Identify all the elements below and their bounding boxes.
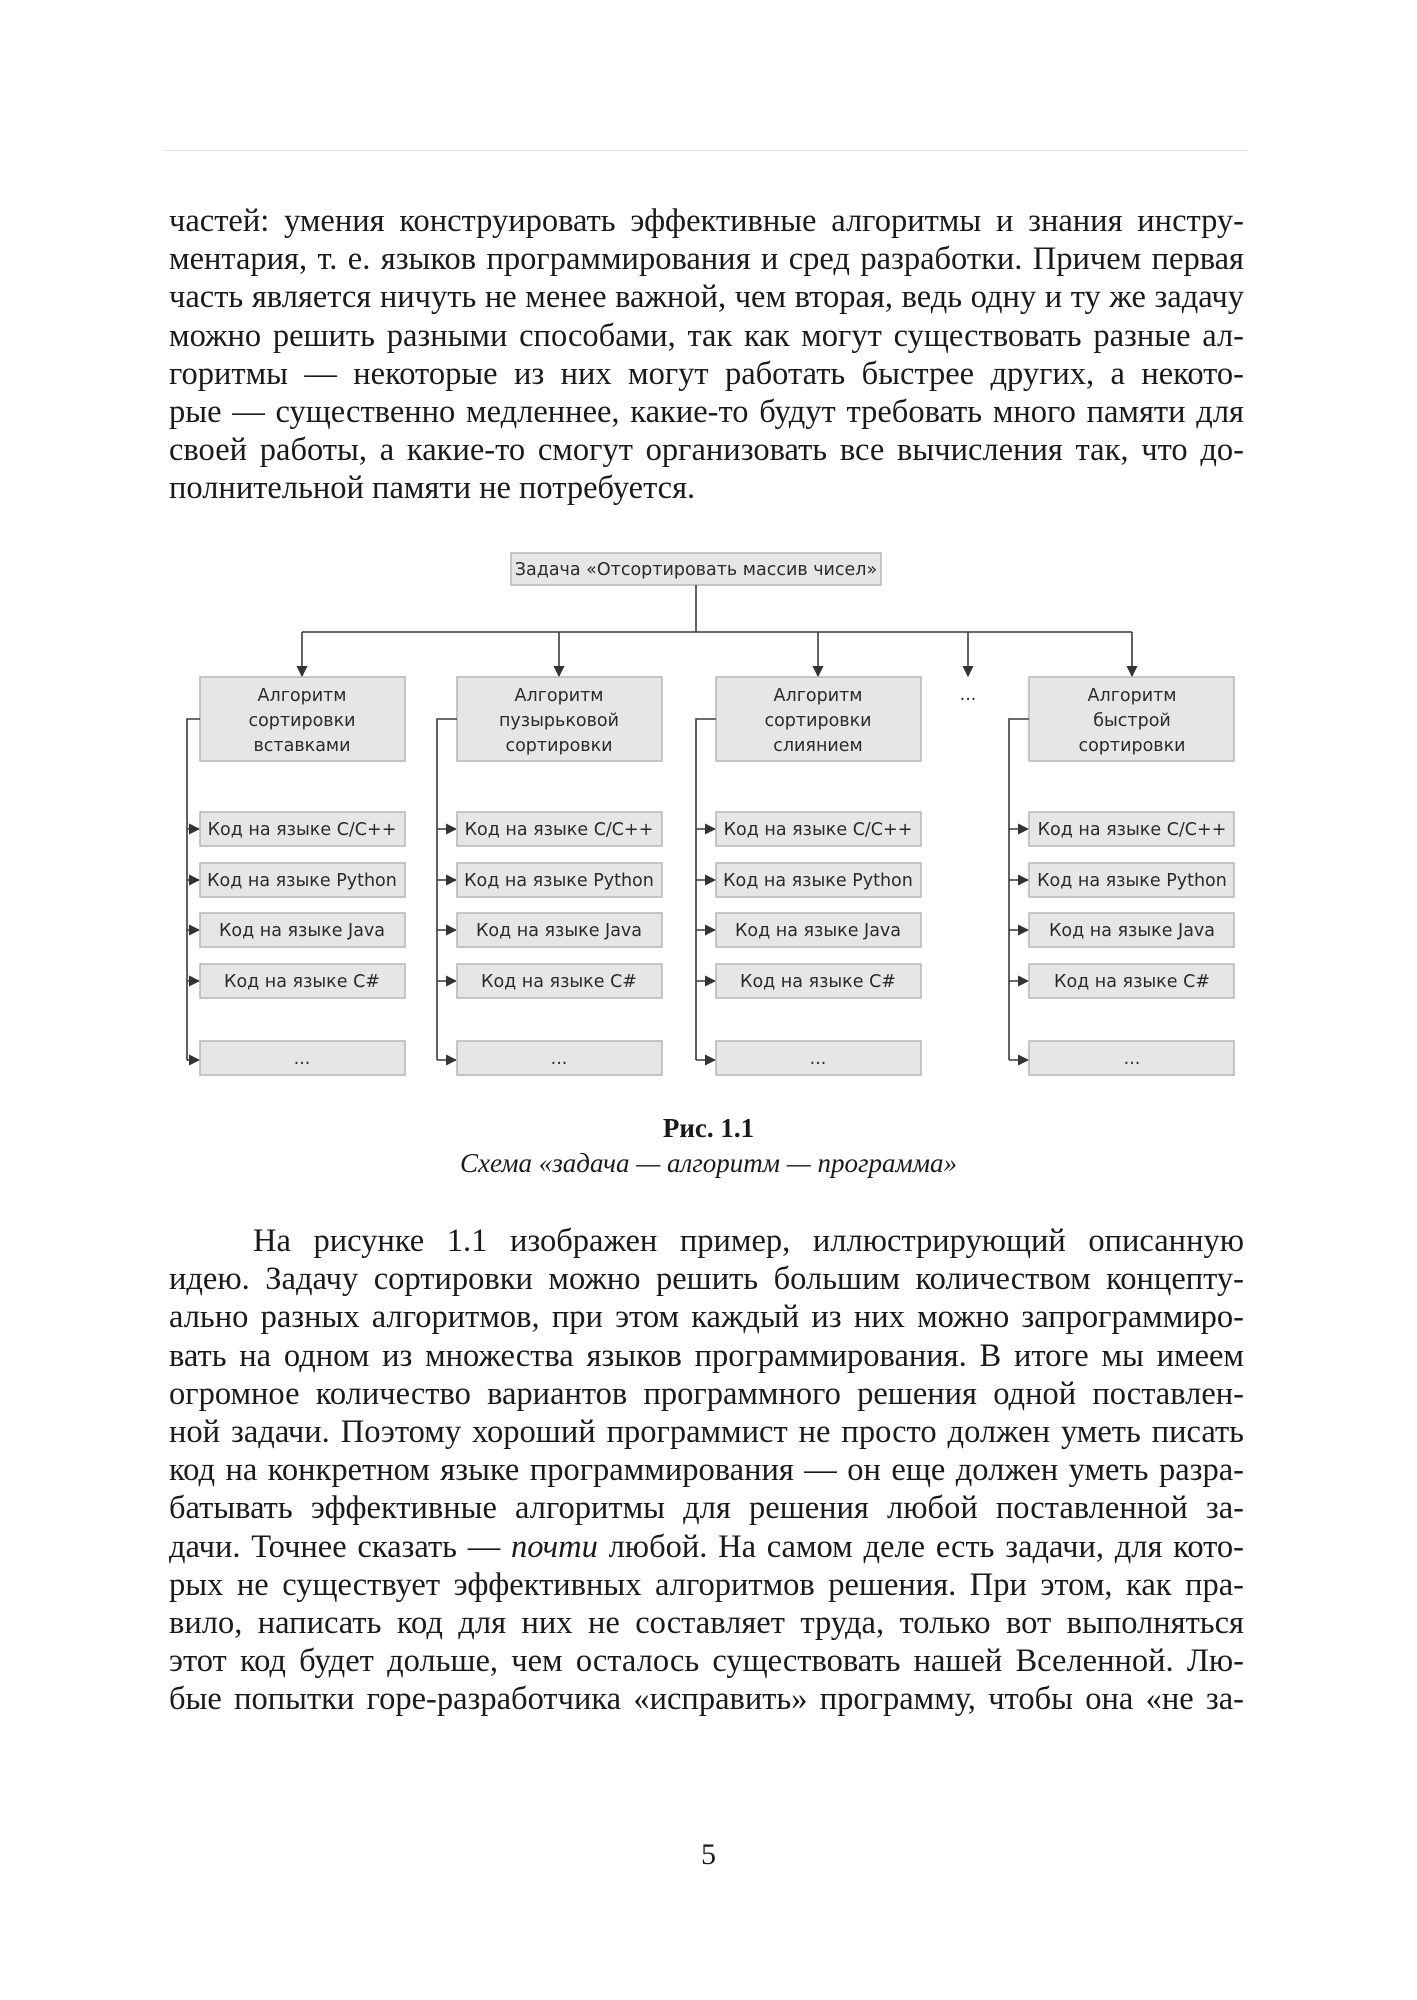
algorithm-label-line: слиянием xyxy=(773,736,863,756)
paragraph-line: ально разных алгоритмов, при этом каждый из них можно запрограммиро- xyxy=(169,1299,1244,1336)
code-box xyxy=(200,913,405,947)
algorithm-label-line: сортировки xyxy=(1078,736,1186,756)
paragraph-line: вило, написать код для них не составляет труда, только вот выполняться xyxy=(169,1605,1244,1642)
algorithm-label-line: Алгоритм xyxy=(514,686,604,706)
code-label: Код на языке C# xyxy=(1054,972,1210,992)
code-box xyxy=(716,913,921,947)
code-label: Код на языке Java xyxy=(1048,921,1216,941)
paragraph-line xyxy=(169,1528,1244,1566)
figure-title: Рис. 1.1 xyxy=(662,1113,755,1143)
paragraph-top xyxy=(169,202,1244,508)
code-label: Код на языке Java xyxy=(218,921,386,941)
algorithm-label-line: Алгоритм xyxy=(1087,686,1177,706)
code-box xyxy=(200,1041,405,1075)
algorithm-label-line: пузырьковой xyxy=(498,711,620,731)
paragraph-line: вать на одном из множества языков программирования. В итоге мы имеем xyxy=(169,1337,1244,1374)
code-label: Код на языке Python xyxy=(723,871,913,891)
paragraph-line: этот код будет дольше, чем осталось существовать нашей Вселенной. Лю- xyxy=(169,1643,1244,1680)
paragraph-line: бые попытки горе-разработчика «исправить» программу, чтобы она «не за- xyxy=(169,1681,1244,1718)
paragraph-line: рых не существует эффективных алгоритмов решения. При этом, как пра- xyxy=(169,1566,1244,1603)
algorithm-box xyxy=(457,677,662,761)
algo-ellipsis: ... xyxy=(959,685,977,705)
paragraph-line: огромное количество вариантов программного решения одной поставлен- xyxy=(169,1375,1244,1412)
paragraph-line: своей работы, а какие-то смогут организовать все вычисления так, что до- xyxy=(169,432,1244,469)
code-label: Код на языке Python xyxy=(1037,871,1227,891)
algorithm-label-line: Алгоритм xyxy=(773,686,863,706)
paragraph-line: ной задачи. Поэтому хороший программист не просто должен уметь писать xyxy=(169,1414,1244,1451)
paragraph-line: идею. Задачу сортировки можно решить большим количеством концепту- xyxy=(169,1261,1244,1298)
algorithm-box xyxy=(716,677,921,761)
code-box xyxy=(457,913,662,947)
code-label: Код на языке Python xyxy=(464,871,654,891)
text-run: любой. На самом деле есть задачи, для кото- xyxy=(597,1528,1244,1565)
paragraph-line: рые — существенно медленнее, какие-то будут требовать много памяти для xyxy=(169,394,1244,431)
algorithm-column-bubble xyxy=(437,677,662,1075)
text-run: дачи. Точнее сказать — xyxy=(169,1528,511,1565)
algorithm-label-line: сортировки xyxy=(764,711,872,731)
code-box xyxy=(457,863,662,897)
paragraph-line: батывать эффективные алгоритмы для решения любой поставленной за- xyxy=(169,1490,1244,1527)
code-box xyxy=(457,812,662,846)
algorithm-box xyxy=(1029,677,1234,761)
paragraph-line: На рисунке 1.1 изображен пример, иллюстрирующий описанную xyxy=(253,1223,1244,1259)
code-box xyxy=(1029,964,1234,998)
paragraph-line: часть является ничуть не менее важной, чем вторая, ведь одну и ту же задачу xyxy=(169,279,1244,316)
code-label: Код на языке C/C++ xyxy=(1037,820,1227,840)
code-box xyxy=(716,812,921,846)
code-label: Код на языке C/C++ xyxy=(207,820,397,840)
root-task-box xyxy=(511,553,881,585)
algorithm-label-line: быстрой xyxy=(1093,711,1171,731)
code-box xyxy=(1029,1041,1234,1075)
root-task-label: Задача «Отсортировать массив чисел» xyxy=(514,560,878,580)
code-label: ... xyxy=(550,1049,568,1069)
code-box xyxy=(716,964,921,998)
paragraph-bottom xyxy=(169,1222,1244,1719)
algorithm-column-insertion xyxy=(187,677,405,1075)
code-box xyxy=(1029,913,1234,947)
code-box xyxy=(200,812,405,846)
code-box xyxy=(200,863,405,897)
paragraph-line: горитмы — некоторые из них могут работать быстрее других, а некото- xyxy=(169,355,1244,392)
code-label: Код на языке Java xyxy=(734,921,902,941)
algorithm-label-line: сортировки xyxy=(505,736,613,756)
code-label: Код на языке Python xyxy=(207,871,397,891)
paragraph-line: код на конкретном языке программирования — он еще должен уметь разра- xyxy=(169,1452,1244,1489)
page-number: 5 xyxy=(701,1838,716,1871)
code-box xyxy=(457,1041,662,1075)
code-label: ... xyxy=(809,1049,827,1069)
header-rule xyxy=(164,150,1248,151)
code-label: Код на языке C# xyxy=(740,972,896,992)
algorithm-column-quick xyxy=(1009,677,1234,1075)
code-label: Код на языке C# xyxy=(481,972,637,992)
code-box xyxy=(200,964,405,998)
algorithm-box xyxy=(200,677,405,761)
code-label: ... xyxy=(293,1049,311,1069)
code-label: Код на языке C/C++ xyxy=(464,820,654,840)
algorithm-label-line: вставками xyxy=(253,736,351,756)
paragraph-line: частей: умения конструировать эффективные алгоритмы и знания инстру- xyxy=(169,203,1244,239)
emphasis-word: почти xyxy=(510,1528,598,1565)
paragraph-line: ментария, т. е. языков программирования и сред разработки. Причем первая xyxy=(169,241,1244,278)
paragraph-line: можно решить разными способами, так как могут существовать разные ал- xyxy=(169,317,1244,354)
code-box xyxy=(457,964,662,998)
paragraph-line: полнительной памяти не потребуется. xyxy=(169,470,696,507)
algorithm-label-line: Алгоритм xyxy=(257,686,347,706)
code-box xyxy=(1029,812,1234,846)
code-label: Код на языке Java xyxy=(475,921,643,941)
code-box xyxy=(716,863,921,897)
code-box xyxy=(1029,863,1234,897)
figure-subtitle: Схема «задача — алгоритм — программа» xyxy=(459,1148,958,1178)
code-label: Код на языке C# xyxy=(224,972,380,992)
algorithm-label-line: сортировки xyxy=(248,711,356,731)
algorithm-column-merge xyxy=(696,677,921,1075)
code-box xyxy=(716,1041,921,1075)
code-label: Код на языке C/C++ xyxy=(723,820,913,840)
code-label: ... xyxy=(1123,1049,1141,1069)
